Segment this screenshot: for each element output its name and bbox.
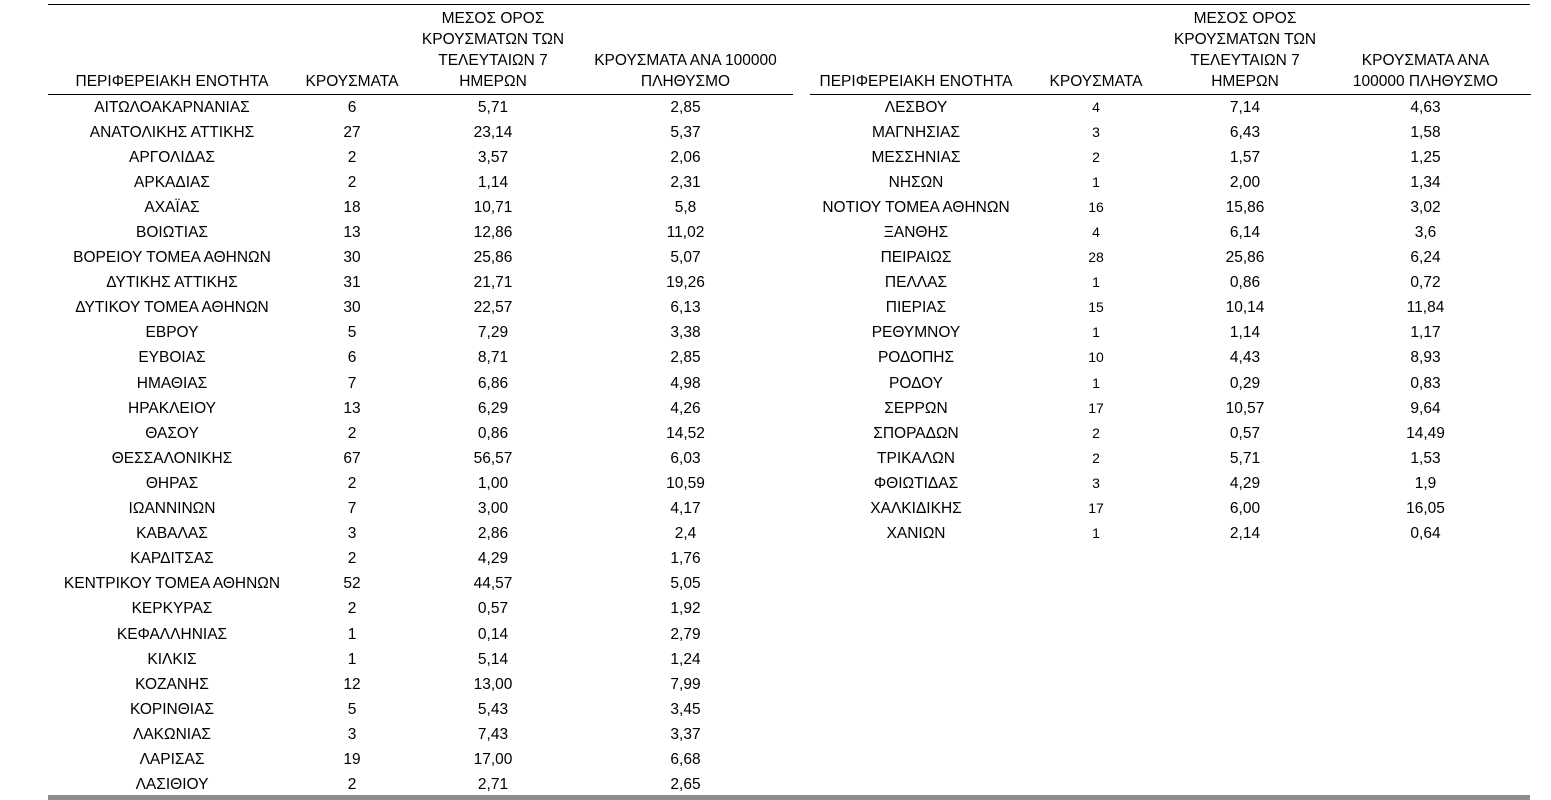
- per100k-cell: 10,59: [666, 474, 705, 492]
- per100k-cell: 2,31: [670, 173, 701, 191]
- region-cell: ΜΑΓΝΗΣΙΑΣ: [872, 123, 960, 141]
- avg7-cell: 44,57: [473, 575, 513, 593]
- table-row: [810, 320, 1531, 345]
- table-row: [48, 546, 793, 571]
- avg7-cell: 13,00: [473, 675, 513, 693]
- region-cell: ΑΙΤΩΛΟΑΚΑΡΝΑΝΙΑΣ: [94, 98, 250, 116]
- col-header-per100k: ΚΡΟΥΣΜΑΤΑ ΑΝΑ 100000 ΠΛΗΘΥΣΜΟ: [1320, 6, 1531, 94]
- region-cell: ΚΑΡΔΙΤΣΑΣ: [130, 550, 214, 568]
- cases-cell: 2: [347, 474, 357, 492]
- per100k-cell: 5,37: [670, 123, 701, 141]
- avg7-cell: 25,86: [1225, 249, 1265, 267]
- cases-cell: 17: [1088, 500, 1104, 517]
- avg7-cell: 1,57: [1229, 148, 1261, 166]
- cases-cell: 2: [347, 424, 357, 442]
- region-cell: ΧΑΛΚΙΔΙΚΗΣ: [870, 500, 962, 518]
- per100k-cell: 6,13: [670, 299, 701, 317]
- cases-cell: 3: [347, 525, 357, 543]
- per100k-cell: 5,05: [670, 575, 701, 593]
- region-cell: ΚΕΦΑΛΛΗΝΙΑΣ: [116, 625, 228, 643]
- region-cell: ΘΑΣΟΥ: [145, 424, 199, 442]
- per100k-cell: 0,83: [1410, 374, 1441, 392]
- table-row: [810, 345, 1531, 370]
- avg7-cell: 1,00: [477, 474, 509, 492]
- table-body-left: [48, 94, 793, 797]
- region-cell: ΑΡΓΟΛΙΔΑΣ: [129, 148, 215, 166]
- per100k-cell: 5,07: [670, 249, 701, 267]
- cases-cell: 4: [1092, 224, 1100, 241]
- cases-cell: 2: [347, 600, 357, 618]
- table-row: [810, 245, 1531, 270]
- avg7-cell: 0,29: [1229, 374, 1261, 392]
- region-cell: ΦΘΙΩΤΙΔΑΣ: [873, 474, 959, 492]
- per100k-cell: 4,63: [1410, 98, 1441, 116]
- table-row: [810, 396, 1531, 421]
- cases-cell: 17: [1088, 399, 1104, 416]
- avg7-cell: 7,43: [477, 725, 509, 743]
- cases-cell: 1: [1092, 274, 1100, 291]
- cases-cell: 16: [1088, 198, 1104, 215]
- table-row: [48, 270, 793, 295]
- per100k-cell: 3,02: [1410, 198, 1441, 216]
- table-row: [810, 521, 1531, 546]
- per100k-cell: 2,85: [670, 349, 701, 367]
- avg7-cell: 2,00: [1229, 173, 1261, 191]
- cases-cell: 28: [1088, 249, 1104, 266]
- region-cell: ΗΡΑΚΛΕΙΟΥ: [128, 399, 216, 417]
- cases-cell: 7: [347, 374, 357, 392]
- table-row: [48, 571, 793, 596]
- cases-cell: 10: [1088, 349, 1104, 366]
- per100k-cell: 1,34: [1410, 173, 1441, 191]
- cases-cell: 1: [1092, 324, 1100, 341]
- region-cell: ΑΧΑΪΑΣ: [144, 198, 200, 216]
- per100k-cell: 3,45: [670, 700, 701, 718]
- cases-cell: 5: [347, 324, 357, 342]
- cases-cell: 2: [347, 776, 357, 794]
- avg7-cell: 25,86: [473, 249, 513, 267]
- region-cell: ΚΕΡΚΥΡΑΣ: [131, 600, 213, 618]
- region-cell: ΠΕΛΛΑΣ: [884, 274, 948, 292]
- table-row: [48, 496, 793, 521]
- region-cell: ΙΩΑΝΝΙΝΩΝ: [128, 500, 216, 518]
- per100k-cell: 2,4: [674, 525, 697, 543]
- region-cell: ΡΟΔΟΠΗΣ: [877, 349, 955, 367]
- cases-cell: 1: [1092, 173, 1100, 190]
- avg7-cell: 8,71: [477, 349, 509, 367]
- col-header-avg7: ΜΕΣΟΣ ΟΡΟΣ ΚΡΟΥΣΜΑΤΩΝ ΤΩΝ ΤΕΛΕΥΤΑΙΩΝ 7 ΗΜΕΡΩΝ: [1170, 6, 1320, 94]
- cases-cell: 67: [343, 449, 361, 467]
- cases-table-left: [48, 6, 793, 797]
- region-cell: ΞΑΝΘΗΣ: [883, 224, 949, 242]
- avg7-cell: 0,57: [477, 600, 509, 618]
- avg7-cell: 6,00: [1229, 500, 1261, 518]
- cases-cell: 18: [343, 198, 361, 216]
- region-cell: ΠΕΙΡΑΙΩΣ: [880, 249, 952, 267]
- per100k-cell: 1,24: [670, 650, 701, 668]
- per100k-cell: 0,64: [1410, 525, 1441, 543]
- per100k-cell: 1,17: [1410, 324, 1441, 342]
- region-cell: ΤΡΙΚΑΛΩΝ: [877, 449, 955, 467]
- cases-cell: 19: [343, 750, 361, 768]
- avg7-cell: 22,57: [473, 299, 513, 317]
- per100k-cell: 2,65: [670, 776, 701, 794]
- region-cell: ΚΕΝΤΡΙΚΟΥ ΤΟΜΕΑ ΑΘΗΝΩΝ: [63, 575, 281, 593]
- table-row: [48, 220, 793, 245]
- header-row: [810, 6, 1531, 94]
- per100k-cell: 4,26: [670, 399, 701, 417]
- avg7-cell: 4,29: [1229, 474, 1261, 492]
- table-row: [810, 145, 1531, 170]
- col-header-cases: ΚΡΟΥΣΜΑΤΑ: [1022, 6, 1170, 94]
- col-header-region: ΠΕΡΙΦΕΡΕΙΑΚΗ ΕΝΟΤΗΤΑ: [810, 6, 1022, 94]
- cases-table-right: [810, 6, 1531, 546]
- region-cell: ΚΑΒΑΛΑΣ: [136, 525, 208, 543]
- table-row: [48, 421, 793, 446]
- table-row: [48, 371, 793, 396]
- per100k-cell: 6,24: [1410, 249, 1441, 267]
- region-cell: ΕΒΡΟΥ: [145, 324, 199, 342]
- table-row: [810, 120, 1531, 145]
- table-row: [810, 220, 1531, 245]
- cases-cell: 31: [343, 274, 361, 292]
- avg7-cell: 2,71: [477, 776, 509, 794]
- cases-cell: 6: [347, 98, 357, 116]
- per100k-cell: 9,64: [1410, 399, 1441, 417]
- table-row: [48, 170, 793, 195]
- per100k-cell: 3,38: [670, 324, 701, 342]
- cases-cell: 30: [343, 249, 361, 267]
- cases-cell: 5: [347, 700, 357, 718]
- cases-cell: 1: [1092, 374, 1100, 391]
- avg7-cell: 7,14: [1229, 98, 1261, 116]
- avg7-cell: 10,57: [1225, 399, 1265, 417]
- table-row: [48, 345, 793, 370]
- cases-cell: 12: [343, 675, 361, 693]
- region-cell: ΝΗΣΩΝ: [888, 173, 944, 191]
- table-row: [810, 170, 1531, 195]
- cases-cell: 2: [347, 550, 357, 568]
- cases-cell: 3: [1092, 123, 1100, 140]
- table-row: [48, 747, 793, 772]
- table-row: [810, 496, 1531, 521]
- table-row: [48, 672, 793, 697]
- cases-cell: 2: [347, 173, 357, 191]
- table-body-right: [810, 94, 1531, 546]
- table-row: [48, 245, 793, 270]
- cases-cell: 1: [347, 625, 357, 643]
- table-row: [48, 120, 793, 145]
- per100k-cell: 3,6: [1414, 224, 1437, 242]
- region-cell: ΝΟΤΙΟΥ ΤΟΜΕΑ ΑΘΗΝΩΝ: [822, 198, 1010, 216]
- avg7-cell: 3,00: [477, 500, 509, 518]
- avg7-cell: 2,14: [1229, 525, 1261, 543]
- per100k-cell: 1,58: [1410, 123, 1441, 141]
- region-cell: ΗΜΑΘΙΑΣ: [136, 374, 208, 392]
- avg7-cell: 23,14: [473, 123, 513, 141]
- cases-cell: 7: [347, 500, 357, 518]
- col-header-avg7: ΜΕΣΟΣ ΟΡΟΣ ΚΡΟΥΣΜΑΤΩΝ ΤΩΝ ΤΕΛΕΥΤΑΙΩΝ 7 ΗΜΕΡΩΝ: [408, 6, 578, 94]
- avg7-cell: 56,57: [473, 449, 513, 467]
- table-row: [48, 396, 793, 421]
- cases-cell: 2: [1092, 424, 1100, 441]
- avg7-cell: 7,29: [477, 324, 509, 342]
- avg7-cell: 1,14: [477, 173, 509, 191]
- avg7-cell: 1,14: [1229, 324, 1261, 342]
- per100k-cell: 0,72: [1410, 274, 1441, 292]
- per100k-cell: 11,84: [1406, 299, 1445, 317]
- avg7-cell: 2,86: [477, 525, 509, 543]
- cases-cell: 13: [343, 399, 361, 417]
- cases-cell: 2: [1092, 148, 1100, 165]
- region-cell: ΡΕΘΥΜΝΟΥ: [871, 324, 961, 342]
- table-row: [48, 446, 793, 471]
- cases-cell: 13: [343, 224, 361, 242]
- per100k-cell: 14,52: [666, 424, 705, 442]
- cases-cell: 1: [1092, 525, 1100, 542]
- per100k-cell: 5,8: [674, 198, 697, 216]
- table-row: [48, 94, 793, 120]
- cases-cell: 27: [343, 123, 361, 141]
- per100k-cell: 11,02: [666, 224, 705, 242]
- avg7-cell: 6,14: [1229, 224, 1261, 242]
- avg7-cell: 5,71: [1229, 449, 1261, 467]
- per100k-cell: 1,53: [1410, 449, 1441, 467]
- region-cell: ΛΑΚΩΝΙΑΣ: [132, 725, 212, 743]
- cases-cell: 2: [1092, 449, 1100, 466]
- table-row: [810, 471, 1531, 496]
- cases-cell: 4: [1092, 98, 1100, 115]
- avg7-cell: 4,29: [477, 550, 509, 568]
- table-row: [48, 697, 793, 722]
- per100k-cell: 4,17: [670, 500, 701, 518]
- header-row: [48, 6, 793, 94]
- per100k-cell: 4,98: [670, 374, 701, 392]
- avg7-cell: 3,57: [477, 148, 509, 166]
- per100k-cell: 2,85: [670, 98, 701, 116]
- per100k-cell: 6,68: [670, 750, 701, 768]
- cases-cell: 30: [343, 299, 361, 317]
- region-cell: ΚΙΛΚΙΣ: [147, 650, 197, 668]
- per100k-cell: 14,49: [1406, 424, 1445, 442]
- avg7-cell: 0,14: [477, 625, 509, 643]
- table-row: [48, 320, 793, 345]
- avg7-cell: 10,71: [473, 198, 513, 216]
- region-cell: ΣΕΡΡΩΝ: [884, 399, 948, 417]
- table-row: [48, 145, 793, 170]
- table-row: [48, 471, 793, 496]
- region-cell: ΑΡΚΑΔΙΑΣ: [134, 173, 210, 191]
- avg7-cell: 5,14: [477, 650, 509, 668]
- table-row: [810, 295, 1531, 320]
- table-row: [48, 596, 793, 621]
- region-cell: ΔΥΤΙΚΗΣ ΑΤΤΙΚΗΣ: [106, 274, 238, 292]
- region-cell: ΛΑΡΙΣΑΣ: [139, 750, 205, 768]
- region-cell: ΑΝΑΤΟΛΙΚΗΣ ΑΤΤΙΚΗΣ: [89, 123, 255, 141]
- table-row: [48, 722, 793, 747]
- per100k-cell: 7,99: [670, 675, 701, 693]
- per100k-cell: 1,92: [670, 600, 701, 618]
- region-cell: ΚΟΖΑΝΗΣ: [135, 675, 209, 693]
- per100k-cell: 1,9: [1414, 474, 1437, 492]
- table-row: [48, 521, 793, 546]
- per100k-cell: 6,03: [670, 449, 701, 467]
- avg7-cell: 0,57: [1229, 424, 1261, 442]
- avg7-cell: 5,71: [477, 98, 509, 116]
- table-row: [48, 621, 793, 646]
- table-row: [48, 647, 793, 672]
- avg7-cell: 6,43: [1229, 123, 1261, 141]
- avg7-cell: 17,00: [473, 750, 513, 768]
- cases-cell: 3: [347, 725, 357, 743]
- avg7-cell: 6,29: [477, 399, 509, 417]
- per100k-cell: 16,05: [1406, 500, 1445, 518]
- region-cell: ΡΟΔΟΥ: [889, 374, 943, 392]
- table-row: [810, 270, 1531, 295]
- avg7-cell: 12,86: [473, 224, 513, 242]
- table-row: [810, 195, 1531, 220]
- top-rule: [48, 4, 1530, 5]
- region-cell: ΛΕΣΒΟΥ: [884, 98, 948, 116]
- region-cell: ΒΟΙΩΤΙΑΣ: [136, 224, 208, 242]
- region-cell: ΚΟΡΙΝΘΙΑΣ: [129, 700, 215, 718]
- region-cell: ΣΠΟΡΑΔΩΝ: [873, 424, 959, 442]
- avg7-cell: 15,86: [1225, 198, 1265, 216]
- avg7-cell: 10,14: [1225, 299, 1265, 317]
- cases-cell: 2: [347, 148, 357, 166]
- per100k-cell: 8,93: [1410, 349, 1441, 367]
- cases-cell: 6: [347, 349, 357, 367]
- region-cell: ΔΥΤΙΚΟΥ ΤΟΜΕΑ ΑΘΗΝΩΝ: [75, 299, 269, 317]
- per100k-cell: 1,25: [1410, 148, 1441, 166]
- table-row: [48, 195, 793, 220]
- bottom-rule: [48, 795, 1530, 800]
- col-header-region: ΠΕΡΙΦΕΡΕΙΑΚΗ ΕΝΟΤΗΤΑ: [48, 6, 296, 94]
- table-row: [48, 772, 793, 797]
- avg7-cell: 0,86: [477, 424, 509, 442]
- col-header-per100k: ΚΡΟΥΣΜΑΤΑ ΑΝΑ 100000 ΠΛΗΘΥΣΜΟ: [578, 6, 793, 94]
- per100k-cell: 2,79: [670, 625, 701, 643]
- table-row: [48, 295, 793, 320]
- per100k-cell: 19,26: [666, 274, 705, 292]
- cases-cell: 15: [1088, 299, 1104, 316]
- table-row: [810, 421, 1531, 446]
- cases-cell: 1: [347, 650, 357, 668]
- avg7-cell: 0,86: [1229, 274, 1261, 292]
- table-row: [810, 371, 1531, 396]
- region-cell: ΘΕΣΣΑΛΟΝΙΚΗΣ: [111, 449, 233, 467]
- region-cell: ΛΑΣΙΘΙΟΥ: [135, 776, 209, 794]
- col-header-cases: ΚΡΟΥΣΜΑΤΑ: [296, 6, 408, 94]
- avg7-cell: 6,86: [477, 374, 509, 392]
- avg7-cell: 4,43: [1229, 349, 1261, 367]
- region-cell: ΒΟΡΕΙΟΥ ΤΟΜΕΑ ΑΘΗΝΩΝ: [73, 249, 271, 267]
- region-cell: ΜΕΣΣΗΝΙΑΣ: [871, 148, 961, 166]
- table-row: [810, 446, 1531, 471]
- region-cell: ΧΑΝΙΩΝ: [886, 525, 946, 543]
- region-cell: ΘΗΡΑΣ: [145, 474, 199, 492]
- per100k-cell: 2,06: [670, 148, 701, 166]
- avg7-cell: 21,71: [473, 274, 513, 292]
- avg7-cell: 5,43: [477, 700, 509, 718]
- cases-cell: 52: [343, 575, 361, 593]
- per100k-cell: 3,37: [670, 725, 701, 743]
- region-cell: ΕΥΒΟΙΑΣ: [138, 349, 206, 367]
- per100k-cell: 1,76: [670, 550, 701, 568]
- table-row: [810, 94, 1531, 120]
- cases-cell: 3: [1092, 474, 1100, 491]
- region-cell: ΠΙΕΡΙΑΣ: [885, 299, 947, 317]
